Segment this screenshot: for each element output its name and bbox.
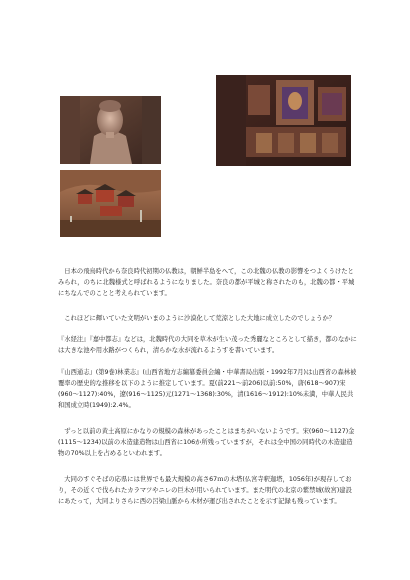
buddha-statue-photo — [60, 96, 161, 164]
paragraph-asuka-buddhism: 日本の飛鳥時代から奈良時代初期の仏教は，朝鮮半島をへて，この北魏の仏教の影響をつよくうけたとみられ，のちに北魏様式と呼ばれるようになりました。奈良の都が平城と称されたのも，北魏の都・平城にちなんでのことと考えられています。 — [58, 268, 355, 297]
paragraph-wooden-pagoda: 大同のすぐそばの応県には世界でも最大規模の高さ67ｍの木塔(仏宮寺釈迦塔，1056年)が現存しており，その近くで伐られたカラマツやニレの巨木が用いられています。また明代の北京の紫禁城(故宮)建設にあたって，大同よりさらに西の呂梁山脈から木材が運び出されたことを示す記録も残っています。 — [58, 476, 352, 505]
cave-grotto-photo — [216, 75, 351, 166]
paragraph-forest-coverage: 『山西通志』(第9巻)林業志』(山西省地方志編纂委員会編・中華書局出版・1992年7月)は山西省の森林被覆率の歴史的な推移を以下のように推定しています。夏(前221〜前206)以前:50%，唐(618〜907)宋(960〜1127):40%，遼(916〜1125)元(1271〜1368):30%，清(1616〜1912):10%未満，中華人民共和国成立時(1949):2.4%。 — [58, 369, 357, 409]
paragraph-suikeichu: 『水経注』『嘉中都志』などは，北魏時代の大同を草木が生い茂った秀麗なところとして描き，都のなかには大きな池や用水路がつくられ，清らかな水が流れるようすを書いています。 — [58, 336, 357, 354]
cliff-temple-photo — [60, 170, 161, 237]
paragraph-wooden-buildings: ずっと以前の黄土高原にかなりの規模の森林があったことはまちがいないようです。宋(960〜1127)金(1115〜1234)以前の木造建造物は山西省に106か所残っていますが，それは全中国の同時代の木造建造物の70%以上を占めるといわれます。 — [58, 428, 355, 457]
paragraph-question: これほどに輝いていた文明がいまのように沙漠化して荒涼とした大地に成立したのでしょうか？ — [58, 315, 336, 322]
